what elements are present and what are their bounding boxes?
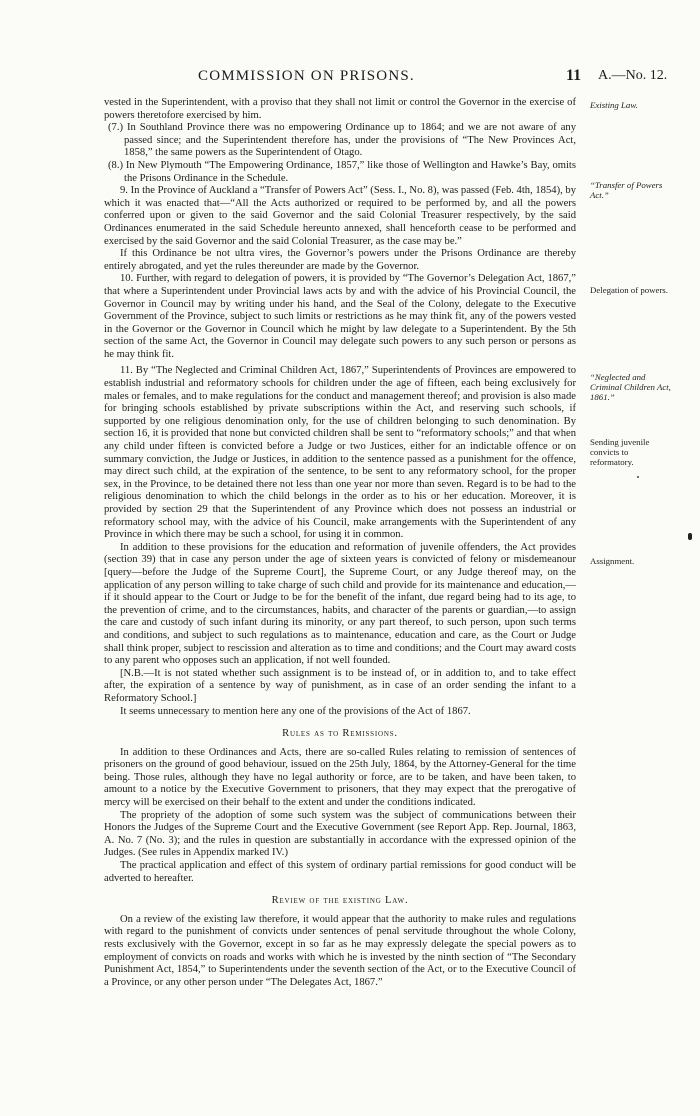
margin-note: Existing Law. xyxy=(590,100,638,110)
paragraph: 10. Further, with regard to delegation of powers, it is provided by “The Governor’s Delegation Act, 1867,” that where a Superintendent under Provincial laws acts by and with the advice of his Provincial Council, the Governor in Council may by writing under his hand, and the Seal of the Colony, delegate to the Executive Government of the Province, subject to such limits or restrictions as he may think fit, any of the powers vested in the Governor or the Governor in Council which he might by law delegate to a Superintendent. By the 5th section of the same Act, the Governor in Council may delegate such powers to any such person or persons as he may think fit. xyxy=(104,273,576,360)
page-header xyxy=(0,68,700,86)
paragraph: On a review of the existing law therefore, it would appear that the authority to make rules and regulations with regard to the punishment of convicts under sentences of penal servitude throughout the whole Colony, rests exclusively with the Governor, except in so far as he may expressly delegate the special powers as to employment of convicts on roads and works with which he is invested by the ninth section of “The Secondary Punishment Act, 1854,” to Superintendents under the seventh section of the Act, or to the Executive Council of a Province, or any other person under “The Delegates Act, 1867.” xyxy=(104,913,576,988)
margin-note: “Transfer of Powers Act.” xyxy=(590,180,663,200)
page-number: 11 xyxy=(566,67,582,84)
paragraph: (8.) In New Plymouth “The Empowering Ordinance, 1857,” like those of Wellington and Hawke’s Bay, omits the Prisons Ordinance in the Schedule. xyxy=(108,159,576,184)
section-heading: Rules as to Remissions. xyxy=(282,728,398,740)
paragraph: The propriety of the adoption of some such system was the subject of communications between their Honors the Judges of the Supreme Court and the Executive Government (see Report App. Rep. Journal, 1863, A. No. 7 (No. 3); and the rules in question are substantially in accordance with the expressed opinion of the Judges. (See rules in Appendix marked IV.) xyxy=(104,809,576,859)
paragraph: The practical application and effect of this system of ordinary partial remissions for good conduct will be adverted to hereafter. xyxy=(104,860,576,884)
paragraph: [N.B.—It is not stated whether such assignment is to be instead of, or in addition to, and to take effect after, the expiration of a sentence by way of punishment, as in case of an order sending the infant to a Reformatory School.] xyxy=(104,667,576,704)
document-body xyxy=(104,97,576,989)
margin-note: “Neglected and Criminal Children Act, 1861.” xyxy=(590,372,671,402)
paragraph: (7.) In Southland Province there was no empowering Ordinance up to 1864; and we are not aware of any passed since; and the Superintendent therefore has, under the provisions of “The New Provinces Act, 1858,” the same powers as the Superintendent of Otago. xyxy=(108,122,576,159)
margin-note: Delegation of powers. xyxy=(590,285,668,295)
paragraph: vested in the Superintendent, with a proviso that they shall not limit or control the Governor in the exercise of powers theretofore exercised by him. xyxy=(104,97,576,121)
margin-note: Assignment. xyxy=(590,556,635,566)
paragraph: If this Ordinance be not ultra vires, the Governor’s powers under the Prisons Ordinance are thereby entirely abrogated, and yet the rules thereunder are made by the Governor. xyxy=(104,248,576,272)
margin-note: Sending juvenile convicts to reformatory. xyxy=(590,437,650,467)
document-reference: A.—No. 12. xyxy=(598,68,668,83)
ink-mark xyxy=(688,533,692,540)
section-heading: Review of the existing Law. xyxy=(271,895,409,907)
paragraph: In addition to these Ordinances and Acts, there are so-called Rules relating to remission of sentences of prisoners on the ground of good behaviour, issued on the 25th July, 1864, by the Attorney-General for the time being. Those rules, although they have no legal authority or force, are to be taken, and have been taken, to amount to a notice by the Executive Government to prisoners, that they may expect that the prerogative of mercy will be exercised on their behalf to the extent and under the conditions indicated. xyxy=(104,746,576,809)
paragraph: It seems unnecessary to mention here any one of the provisions of the Act of 1867. xyxy=(120,705,471,717)
ink-speck xyxy=(637,476,639,478)
running-title: COMMISSION ON PRISONS. xyxy=(198,68,415,84)
paragraph: 9. In the Province of Auckland a “Transfer of Powers Act” (Sess. I., No. 8), was passed (Feb. 4th, 1854), by which it was enacted that—“All the Acts authorized or required to be performed by, and all the powers conferred upon or given to the said Governor and the said Colonial Treasurer respectively, by the said Ordinances enumerated in the said Schedule hereunto annexed, shall henceforth cease to be performed and exercised by the said Governor and the said Colonial Treasurer, as the case may be.” xyxy=(104,185,576,247)
paragraph: 11. By “The Neglected and Criminal Children Act, 1867,” Superintendents of Provinces are empowered to establish industrial and reformatory schools for children under the age of fifteen, each being exclusively for males or females, and to make regulations for the conduct and management thereof; and provision is also made for bringing schools established by private subscriptions within the Act, and reserving such schools, if supported by one religious denomination only, for the use of children belonging to such denomination. By section 16, it is provided that none but convicted children shall be sent to “reformatory schools;” and that when any child under fifteen is convicted before a Judge or two Justices, either for an indictable offence or on summary conviction, the Judge or Justices, in addition to the sentence passed as a punishment for the offence, may direct such child, at the expiration of the sentence, to be sent to any reformatory school, for the proper sex, in the Province, to be detained there not less than one year nor more than seven. Regard is to be had to the religious denomination to which the child belongs in the order as to his or her education. Moreover, it is provided by section 29 that the Superintendent of any Province which does not possess an industrial or reformatory school may, with the advice of his Council, make arrangements with the Superintendent of any Province in which there may be such a school, for using it in common. xyxy=(104,365,576,541)
paragraph: In addition to these provisions for the education and reformation of juvenile offenders, the Act provides (section 39) that in case any person under the age of sixteen years is convicted of felony or misdemeanour [query—before the Judge of the Supreme Court], the Supreme Court, or any Judge thereof may, on the application of any person willing to take charge of such child and provide for its maintenance and education,—if it should appear to the Court or Judge to be for the benefit of the infant, due regard being had to its age, to the prevention of crime, and to the circumstances, habits, and character of the parents or guardian,—to assign the care and custody of such infant during its minority, or any part thereof, to such person, upon such terms and conditions, and subject to such regulations as to maintenance, education and care, as the Court or Judge shall think proper, subject to rescission and alteration as to time and conditions; and the Court may award costs to any parent who opposes such an application, if not well founded. xyxy=(104,541,576,667)
